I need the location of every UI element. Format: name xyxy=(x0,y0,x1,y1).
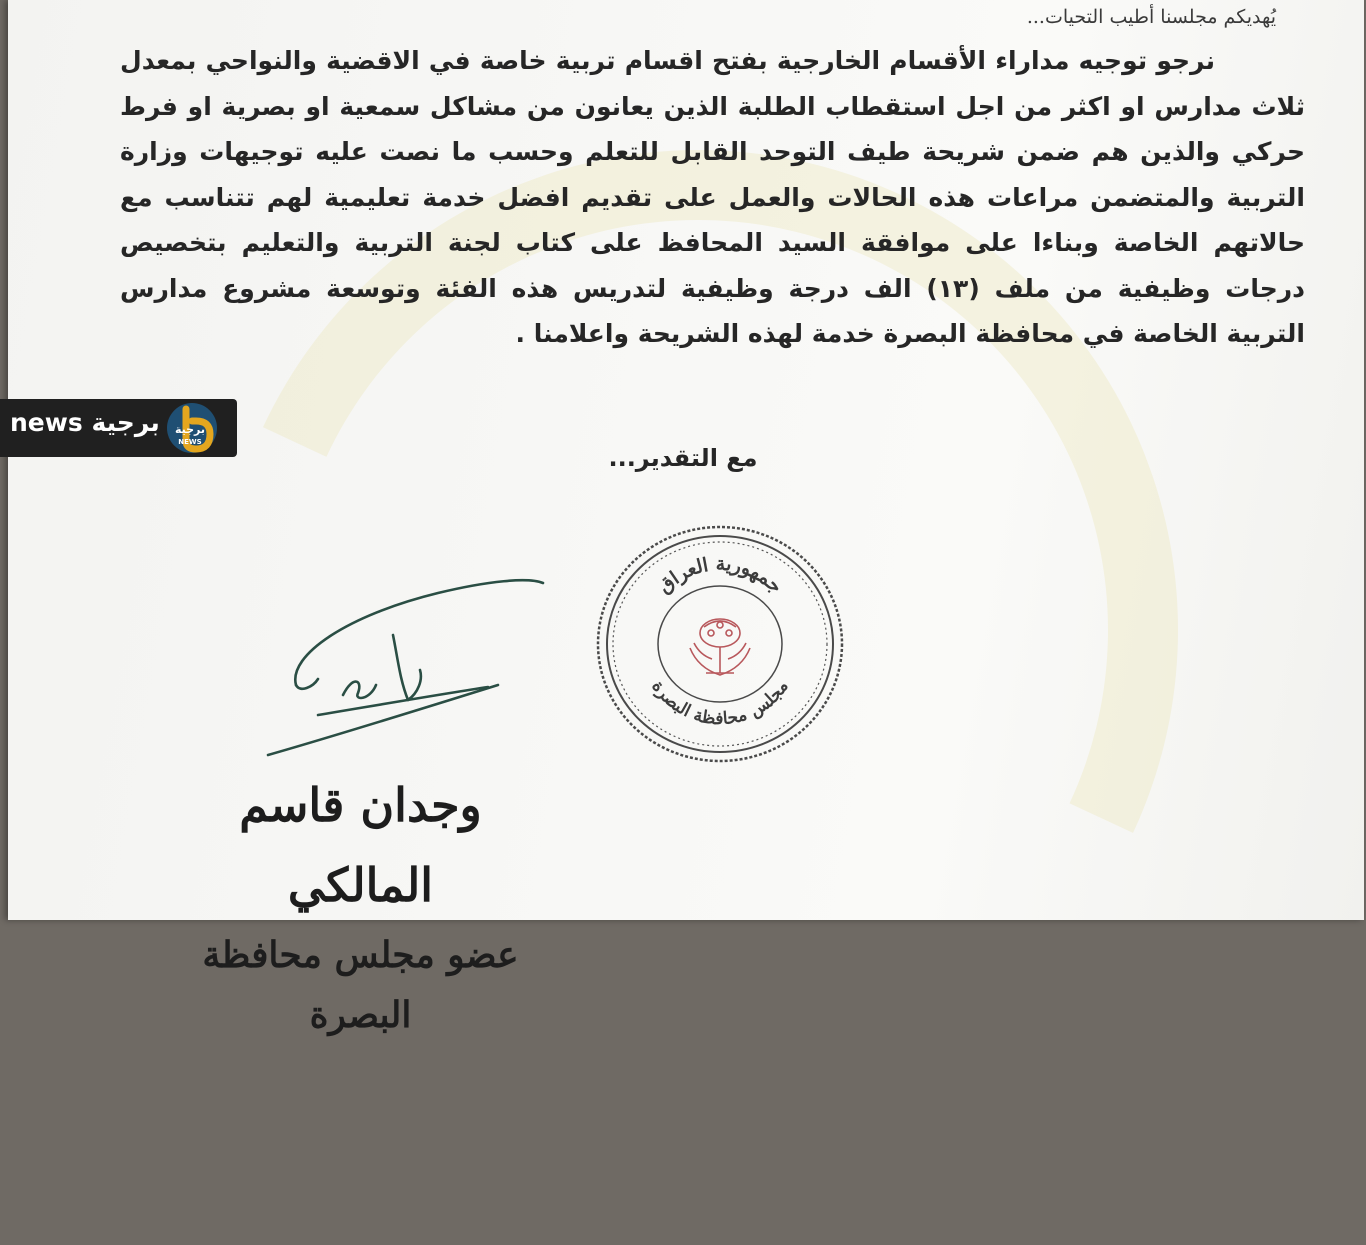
official-seal xyxy=(594,523,846,765)
handwritten-signature xyxy=(258,575,558,765)
greeting-line: يُهديكم مجلسنا أطيب التحيات... xyxy=(1026,6,1276,28)
seal-bottom-text: مجلس محافظة البصرة xyxy=(647,677,793,730)
letter-page xyxy=(8,0,1364,1036)
letter-body-paragraph: نرجو توجيه مداراء الأقسام الخارجية بفتح اقسام تربية خاصة في الاقضية والنواحي بمعدل ثلاث مدارس او اكثر من اجل استقطاب الطلبة الذين يعانون من مشاكل سمعية او بصرية او فرط حركي والذين هم ضمن شريحة طيف التوحد القابل للتعلم وحسب ما نصت عليه توجيهات وزارة التربية والمتضمن مراعات هذه الحالات والعمل على تقديم افضل خدمة تعليمية لهم تتناسب مع حالاتهم الخاصة وبناءا على موافقة السيد المحافظ على كتاب لجنة التربية والتعليم بتخصيص درجات وظيفية من ملف (١٣) الف درجة وظيفية لتدريس هذه الفئة وتوسعة مشروع مدارس التربية الخاصة في محافظة البصرة خدمة لهذه الشريحة واعلامنا . xyxy=(120,46,1305,348)
closing-line: مع التقدير... xyxy=(608,444,758,472)
signatory-block xyxy=(188,765,533,1045)
news-logo-text: news برجية xyxy=(10,408,160,437)
letter-body xyxy=(120,38,1305,357)
signatory-title: عضو مجلس محافظة البصرة xyxy=(202,934,519,1036)
news-logo-badge-icon xyxy=(164,401,220,455)
news-logo-badge-text: برجية xyxy=(174,423,206,436)
news-logo-badge-sub: NEWS xyxy=(178,438,202,446)
seal-top-text: جمهورية العراق xyxy=(653,552,787,598)
signatory-name: وجدان قاسم المالكي xyxy=(239,778,482,912)
news-logo-watermark xyxy=(0,399,237,457)
seal-emblem-icon xyxy=(690,619,750,675)
